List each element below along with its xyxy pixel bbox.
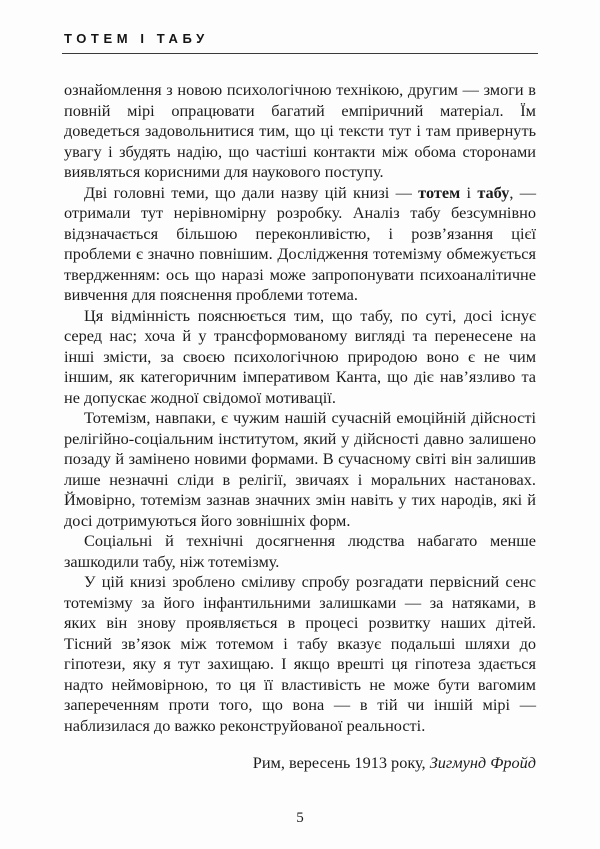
signature-author: Зигмунд Фройд [429, 753, 536, 772]
header-rule-divider [62, 53, 538, 54]
bold-term-totem: тотем [418, 182, 461, 202]
running-head: ТОТЕМ І ТАБУ [64, 31, 209, 46]
paragraph-2-before: Дві головні теми, що дали назву цій книзі — [84, 182, 419, 202]
bold-term-taboo: табу [477, 182, 510, 202]
paragraph-2-mid: і [460, 182, 478, 202]
signature [253, 753, 536, 773]
paragraph-4: Тотемізм, навпаки, є чужим нашій сучасній емоційній дійсності релігійно-соціальним інститутом, який у дійсності давно залишено позаду й замінено новими формами. В сучасному світі він залишив лише незначні сліди в релігії, звичаях і моральних настановах. Ймовірно, тотемізм зазнав значних змін навіть у тих народів, які й досі дотримуються його зовнішніх форм. [64, 408, 536, 530]
paragraph-5: Соціальні й технічні досягнення людства набагато менше зашкодили табу, ніж тотемізму. [64, 531, 536, 571]
paragraph-3: Ця відмінність пояснюється тим, що табу, по суті, досі існує серед нас; хоча й у трансформованому вигляді та перенесене на інші змісти, за своєю психологічною природою воно є не чим іншим, як категоричним імперативом Канта, що діє нав’язливо та не допускає жодної свідомої мотивації. [64, 305, 536, 407]
body-text [64, 80, 536, 736]
paragraph-2-after: , — отримали тут нерівномірну розробку. Аналіз табу безсумнівно відзначається більшою переконливістю, і розв’язання цієї проблеми є значно повнішим. Дослідження тотемізму обмежується твердженням: ось що наразі може запропонувати психоаналітичне вивчення для пояснення проблеми тотема. [64, 182, 536, 304]
paragraph-6: У цій книзі зроблено сміливу спробу розгадати первісний сенс тотемізму за його інфантильними залишками — за натяками, в яких він знову проявляється в процесі розвитку наших дітей. Тісний зв’язок між тотемом і табу вказує подальші шляхи до гіпотези, яку я тут захищаю. І якщо врешті ця гіпотеза здається надто неймовірною, то ця її властивість не може бути вагомим запереченням проти того, що вона — в тій чи іншій мірі — наблизилася до важко реконструйованої реальності. [64, 572, 536, 735]
signature-place-date: Рим, вересень 1913 року, [252, 753, 430, 772]
page-number: 5 [296, 810, 304, 826]
paragraph-2 [64, 183, 536, 306]
paragraph-1: ознайомлення з новою психологічною технікою, другим — змоги в повній мірі опрацювати багатий емпіричний матеріал. Їм доведеться задовольнитися тим, що ці тексти тут і там привернуть увагу і збудять надію, що частіші контакти між обома сторонами виявляться корисними для наукового поступу. [64, 80, 536, 181]
